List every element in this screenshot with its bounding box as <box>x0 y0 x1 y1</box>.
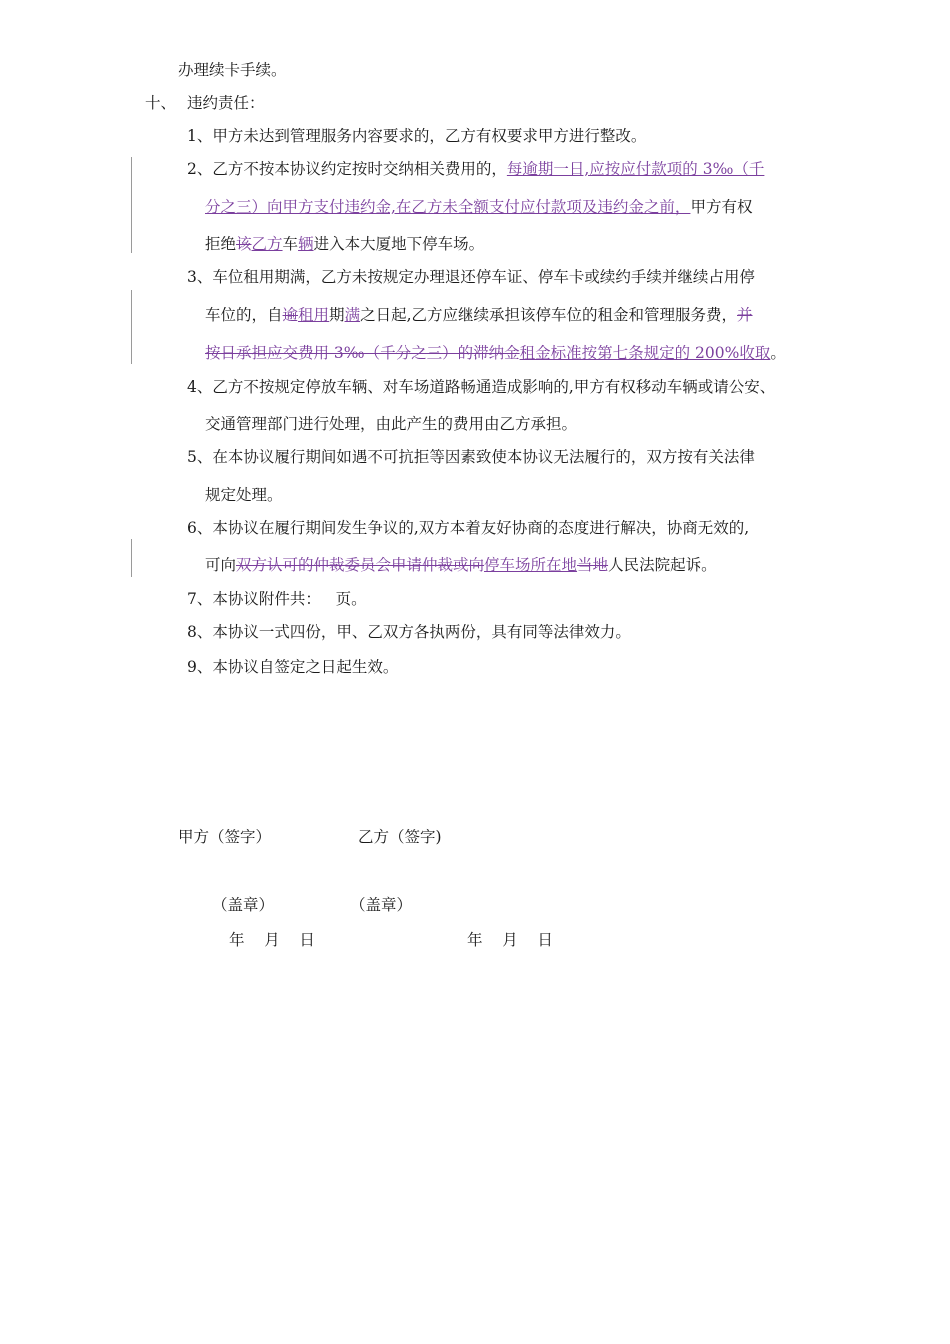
party-a-signature-label: 甲方（签字） <box>178 828 272 846</box>
tracked-insertion: 乙方 <box>251 235 283 253</box>
clause-9: 9、本协议自签定之日起生效。 <box>187 658 399 676</box>
clause-1: 1、甲方未达到管理服务内容要求的，乙方有权要求甲方进行整改。 <box>187 127 647 145</box>
clause-2-line-3 <box>205 234 484 254</box>
tracked-insertion: 租用 <box>298 306 330 324</box>
clause-text: 拒绝 <box>205 235 237 253</box>
tracked-insertion: 满 <box>344 306 361 324</box>
clause-6-line-1: 6、本协议在履行期间发生争议的,双方本着友好协商的态度进行解决，协商无效的, <box>187 519 750 537</box>
section-title: 违约责任： <box>187 94 265 112</box>
clause-text: 之日起,乙方应继续承担该停车位的租金和管理服务费， <box>360 306 738 324</box>
clause-text: 期 <box>329 306 345 324</box>
change-bar <box>131 157 132 253</box>
tracked-deletion: 该 <box>236 235 252 253</box>
tracked-deletion: 双方认可的仲裁委员会申请仲裁或向 <box>236 556 485 574</box>
clause-text: 可向 <box>205 556 237 574</box>
clause-5-line-1: 5、在本协议履行期间如遇不可抗拒等因素致使本协议无法履行的，双方按有关法律 <box>187 448 755 466</box>
clause-3-line-1: 3、车位租用期满，乙方未按规定办理退还停车证、停车卡或续约手续并继续占用停 <box>187 268 755 286</box>
tracked-deletion: 当地 <box>577 556 609 574</box>
clause-7: 7、本协议附件共： 页。 <box>187 590 367 608</box>
clause-4-line-1: 4、乙方不按规定停放车辆、对车场道路畅通造成影响的,甲方有权移动车辆或请公安、 <box>187 378 776 396</box>
tracked-deletion: 逾 <box>282 306 299 324</box>
clause-2-line-2 <box>205 197 752 217</box>
clause-4-line-2: 交通管理部门进行处理，由此产生的费用由乙方承担。 <box>205 415 578 433</box>
clause-text: 2、乙方不按本协议约定按时交纳相关费用的， <box>187 160 507 178</box>
tracked-deletion: 按日承担应交费用 3‰（千分之三）的滞纳金 <box>205 344 520 362</box>
party-a-date: 年 月 日 <box>229 931 315 949</box>
clause-3-line-3 <box>205 343 786 363</box>
clause-6-line-2 <box>205 555 717 575</box>
clause-5-line-2: 规定处理。 <box>205 486 283 504</box>
clause-text: 。 <box>770 344 786 362</box>
clause-text: 车 <box>282 235 299 253</box>
party-b-seal-label: （盖章） <box>350 896 413 914</box>
tracked-deletion: 并 <box>737 306 753 324</box>
tracked-insertion: 辆 <box>298 235 314 253</box>
clause-text: 甲方有权 <box>690 198 753 216</box>
party-b-signature-label: 乙方（签字) <box>358 828 442 846</box>
change-bar <box>131 290 132 364</box>
clause-2-line-1 <box>187 159 764 179</box>
clause-text: 车位的，自 <box>205 306 283 324</box>
clause-text: 人民法院起诉。 <box>608 556 717 574</box>
change-bar <box>131 539 132 577</box>
continuation-text: 办理续卡手续。 <box>178 61 287 79</box>
tracked-insertion: 停车场所在地 <box>484 556 578 574</box>
tracked-insertion: 每逾期一日,应按应付款项的 3‰（千 <box>506 160 765 178</box>
party-a-seal-label: （盖章） <box>212 896 275 914</box>
clause-text: 进入本大厦地下停车场。 <box>313 235 485 253</box>
clause-8: 8、本协议一式四份，甲、乙双方各执两份，具有同等法律效力。 <box>187 623 631 641</box>
party-b-date: 年 月 日 <box>467 931 553 949</box>
section-number: 十、 <box>145 94 177 112</box>
tracked-insertion: 分之三）向甲方支付违约金,在乙方未全额支付应付款项及违约金之前， <box>205 198 691 216</box>
tracked-insertion: 租金标准按第七条规定的 200%收取 <box>519 344 771 362</box>
clause-3-line-2 <box>205 305 753 325</box>
